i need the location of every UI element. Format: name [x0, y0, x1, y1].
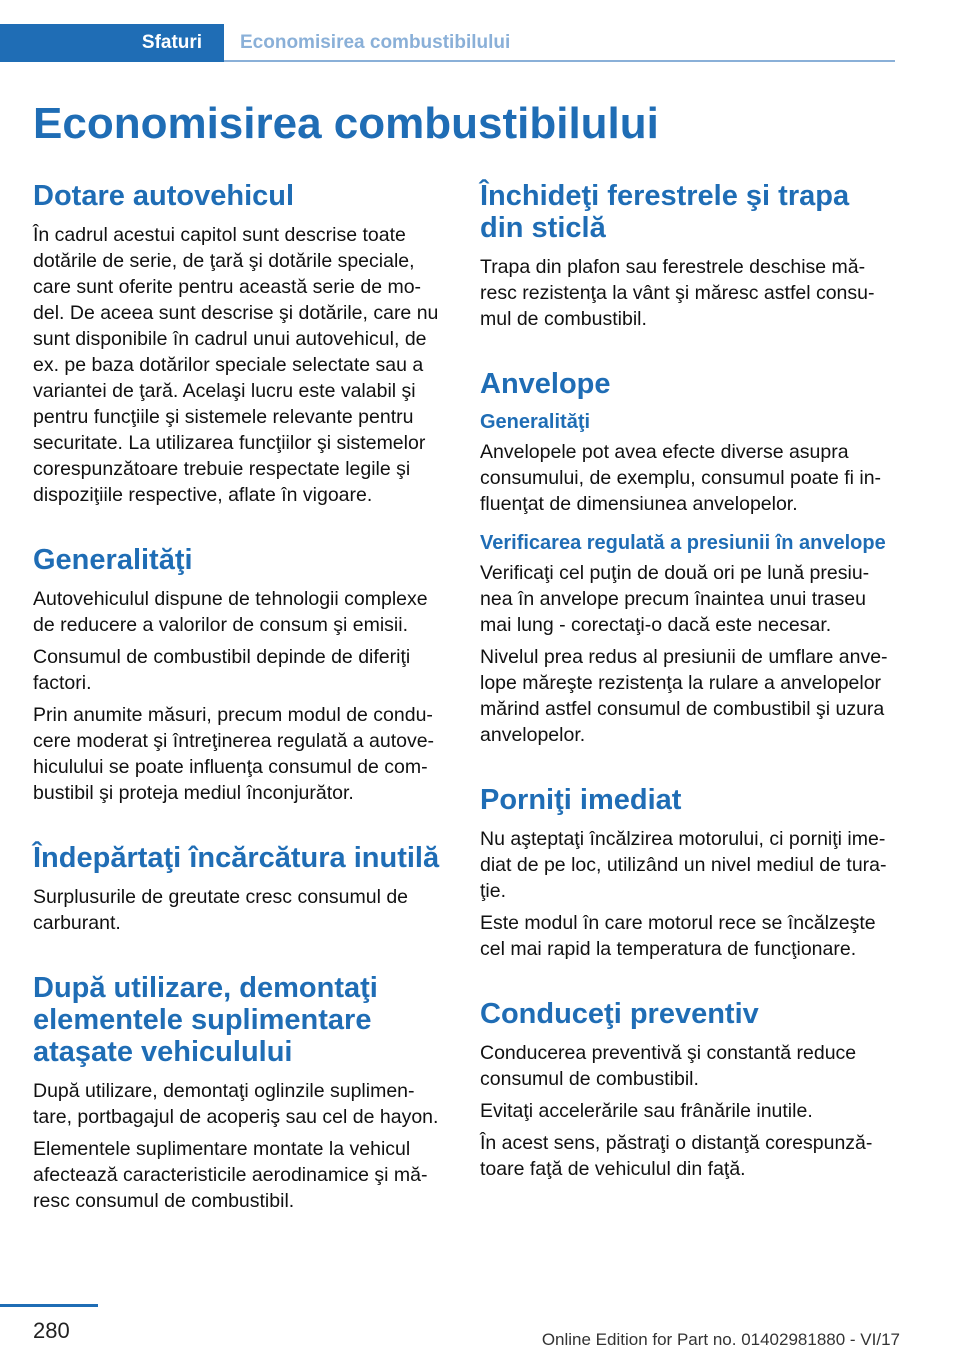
paragraph: Conducerea preventivă şi constantă reduce consumul de combustibil. — [480, 1042, 857, 1090]
paragraph: În acest sens, păstraţi o distanţă corespunză‐ toare faţă de vehiculul din faţă. — [480, 1132, 873, 1180]
left-column — [33, 180, 443, 1220]
page-title: Economisirea combustibilului — [33, 99, 659, 148]
paragraph: Consumul de combustibil depinde de diferiţi factori. — [33, 646, 411, 694]
paragraph: Elementele suplimentare montate la vehicul afectează caracteristicile aerodinamice şi mă‐ resc consumul de combustibil. — [33, 1138, 428, 1212]
subsection-heading: Generalităţi — [480, 411, 591, 433]
paragraph: În cadrul acestui capitol sunt descrise toate dotările de serie, de ţară şi dotările speciale, care sunt oferite pentru această serie de mo‐ del. De aceea sunt descrise şi dotările, care nu sunt disponibile în cadrul unui autovehicul, de ex. pe baza dotărilor speciale selectate sau a variantei de ţară. Acelaşi lucru este valabil şi pentru funcţiile şi sistemele relevante pentru securitate. La utilizarea funcţiilor şi sistemelor corespunzătoare trebuie respectate legile şi dispoziţiile respective, aflate în vigoare. — [33, 224, 439, 506]
paragraph: După utilizare, demontaţi oglinzile suplimen‐ tare, portbagajul de acoperiş sau cel de hayon. — [33, 1080, 439, 1128]
paragraph: Anvelopele pot avea efecte diverse asupra consumului, de exemplu, consumul poate fi in‐ fluenţat de dimensiunea anvelopelor. — [480, 441, 882, 515]
header-rule — [224, 60, 895, 62]
header-section-label: Sfaturi — [120, 24, 224, 62]
paragraph: Trapa din plafon sau ferestrele deschise mă‐ resc rezistenţa la vânt şi măresc astfel consu‐ mul de combustibil. — [480, 256, 875, 330]
section-heading: După utilizare, demontaţi elementele suplimentare ataşate vehiculului — [33, 972, 378, 1068]
edition-note: Online Edition for Part no. 01402981880 - VI/17 — [541, 1330, 900, 1349]
subsection-heading: Verificarea regulată a presiunii în anvelope — [480, 532, 886, 554]
section-heading: Conduceţi preventiv — [480, 998, 759, 1030]
running-header — [0, 24, 895, 62]
header-accent-bar — [0, 24, 120, 62]
paragraph: Nivelul prea redus al presiunii de umflare anve‐ lope măreşte rezistenţa la rulare a anvelopelor mărind astfel consumul de combustibil şi uzura anvelopelor. — [480, 646, 888, 746]
paragraph: Nu aşteptaţi încălzirea motorului, ci porniţi ime‐ diat de pe loc, utilizând un nivel mediul de tura‐ ţie. — [480, 828, 887, 902]
section-heading: Dotare autovehicul — [33, 180, 295, 212]
header-chapter-label: Economisirea combustibilului — [240, 32, 511, 53]
section-heading: Generalităţi — [33, 544, 193, 576]
section-heading: Anvelope — [480, 368, 611, 400]
right-column — [480, 180, 895, 1188]
paragraph: Autovehiculul dispune de tehnologii complexe de reducere a valorilor de consum şi emisii. — [33, 588, 428, 636]
paragraph: Verificaţi cel puţin de două ori pe lună presiu‐ nea în anvelope precum înaintea unui traseu mai lung - corectaţi-o dacă este necesar. — [480, 562, 870, 636]
paragraph: Evitaţi accelerările sau frânările inutile. — [480, 1100, 813, 1122]
paragraph: Surplusurile de greutate cresc consumul de carburant. — [33, 886, 409, 934]
footer-rule — [0, 1304, 98, 1307]
paragraph: Este modul în care motorul rece se încălzeşte cel mai rapid la temperatura de funcţionare. — [480, 912, 876, 960]
page-number: 280 — [33, 1318, 70, 1343]
section-heading: Porniţi imediat — [480, 784, 682, 816]
paragraph: Prin anumite măsuri, precum modul de condu‐ cere moderat şi întreţinerea regulată a autove‐ hiculului se poate influenţa consumul de com‐ bustibil şi proteja mediul înconjurător. — [33, 704, 435, 804]
section-heading: Îndepărtaţi încărcătura inutilă — [33, 842, 440, 874]
section-heading: Închideţi ferestrele şi trapa din sticlă — [480, 180, 850, 244]
